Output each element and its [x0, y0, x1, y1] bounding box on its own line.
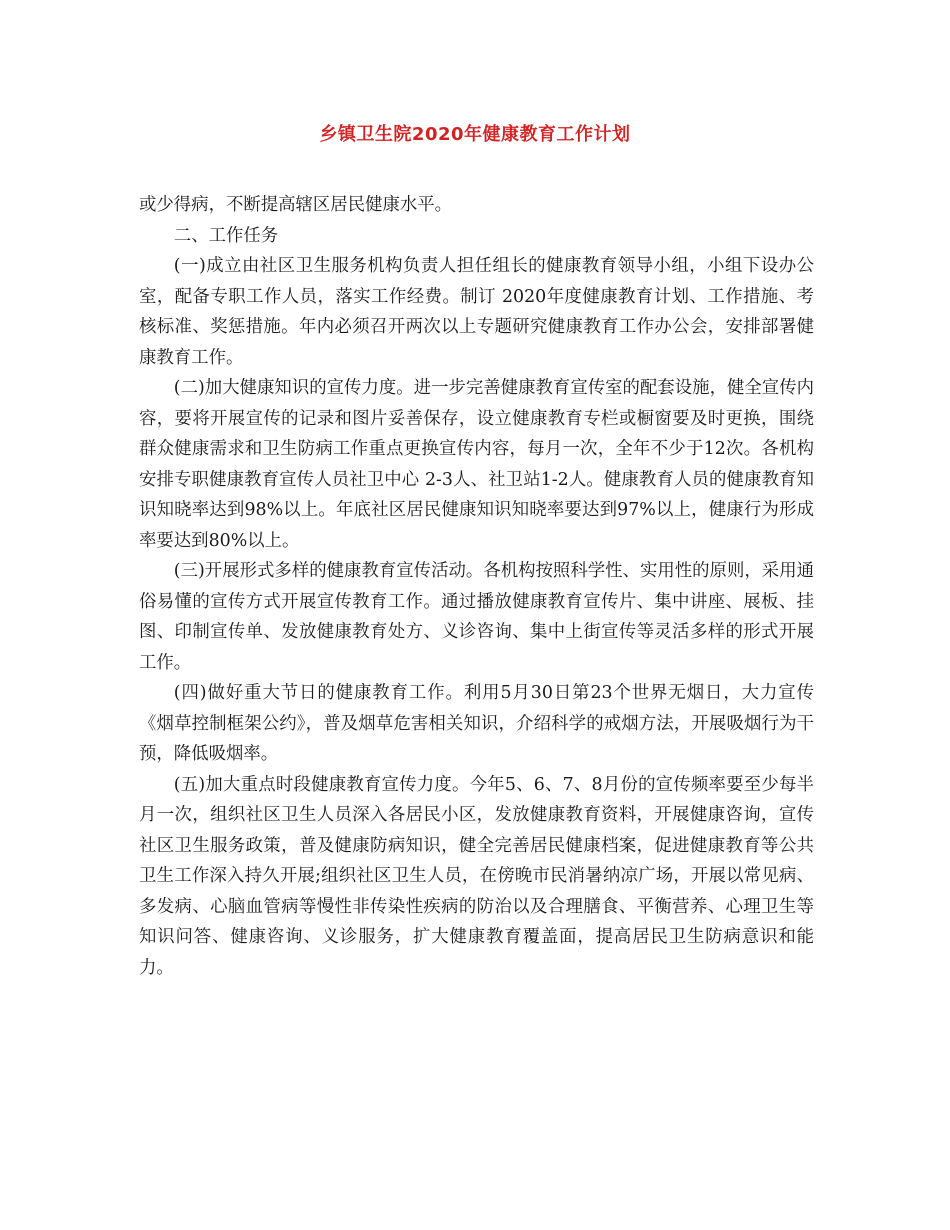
document-title: 乡镇卫生院2020年健康教育工作计划 [319, 124, 631, 145]
paragraph-task-1: (一)成立由社区卫生服务机构负责人担任组长的健康教育领导小组，小组下设办公室，配备专职工作人员，落实工作经费。制订 2020年度健康教育计划、工作措施、考核标准、奖惩措施。年内必须召开两次以上专题研究健康教育工作办公会，安排部署健康教育工作。 [139, 256, 814, 368]
paragraph-task-5: (五)加大重点时段健康教育宣传力度。今年5、6、7、8月份的宣传频率要至少每半月一次，组织社区卫生人员深入各居民小区，发放健康教育资料，开展健康咨询，宣传社区卫生服务政策，普及健康防病知识，健全完善居民健康档案，促进健康教育等公共卫生工作深入持久开展;组织社区卫生人员，在傍晚市民消暑纳凉广场，开展以常见病、多发病、心脑血管病等慢性非传染性疾病的防治以及合理膳食、平衡营养、心理卫生等知识问答、健康咨询、义诊服务，扩大健康教育覆盖面，提高居民卫生防病意识和能力。 [139, 774, 814, 978]
paragraph-continuation: 或少得病，不断提高辖区居民健康水平。 [139, 195, 453, 215]
section-heading-work-tasks: 二、工作任务 [173, 225, 279, 246]
paragraph-task-3: (三)开展形式多样的健康教育宣传活动。各机构按照科学性、实用性的原则，采用通俗易懂的宣传方式开展宣传教育工作。通过播放健康教育宣传片、集中讲座、展板、挂图、印制宣传单、发放健康教育处方、义诊咨询、集中上街宣传等灵活多样的形式开展工作。 [139, 561, 814, 673]
paragraph-task-4: (四)做好重大节日的健康教育工作。利用5月30日第23个世界无烟日，大力宣传《烟草控制框架公约》，普及烟草危害相关知识，介绍科学的戒烟方法，开展吸烟行为干预，降低吸烟率。 [139, 683, 814, 764]
paragraph-task-2: (二)加大健康知识的宣传力度。进一步完善健康教育宣传室的配套设施，健全宣传内容，要将开展宣传的记录和图片妥善保存，设立健康教育专栏或橱窗要及时更换，围绕群众健康需求和卫生防病工作重点更换宣传内容，每月一次，全年不少于12次。各机构安排专职健康教育宣传人员社卫中心 2-3人、社卫站1-2人。健康教育人员的健康教育知识知晓率达到98%以上。年底社区居民健康知识知晓率要达到97%以上，健康行为形成率要达到80%以上。 [139, 378, 814, 551]
document-body [139, 190, 814, 983]
